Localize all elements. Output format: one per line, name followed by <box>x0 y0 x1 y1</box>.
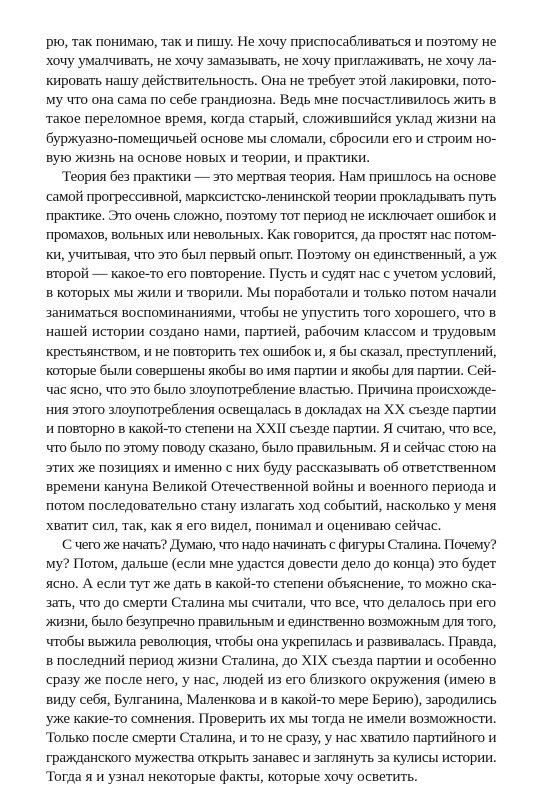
text-line: му? Потом, дальше (если мне удастся довести дело до конца) это будет <box>46 555 496 573</box>
text-line: ния этого злоупотребления освещалась в докладах на XX съезде партии <box>46 400 497 418</box>
paragraph-3 <box>46 535 496 786</box>
text-line: уже какие-то сомнения. Проверить их мы тогда не имели возможности. <box>46 710 497 728</box>
text-line: час ясно, что это было злоупотребление властью. Причина происхожде- <box>46 381 496 399</box>
text-line: С чего же начать? Думаю, что надо начинать с фигуры Сталина. Почему? <box>62 535 497 553</box>
text-line: самой прогрессивной, марксистско-ленинской теории прокладывать путь <box>46 187 496 205</box>
text-line: Теория без практики — это мертвая теория. Нам пришлось на основе <box>62 168 496 186</box>
text-line: хочу умалчивать, не хочу замазывать, не хочу приглаживать, не хочу ла- <box>46 52 497 70</box>
text-line: в которых мы жили и творили. Мы поработали и только потом начали <box>46 284 497 302</box>
text-line: потом последовательно стану излагать ход событий, насколько у меня <box>46 497 497 515</box>
text-line: такое переломное время, когда старый, сложившийся уклад жизни на <box>46 110 496 128</box>
text-line: зать, что до смерти Сталина мы считали, что все, что делалось при его <box>46 593 497 611</box>
text-line: сразу же после него, у нас, людей из его близкого окружения (имею в <box>46 671 496 689</box>
text-line: нашей истории создано нами, партией, рабочим классом и трудовым <box>46 323 496 341</box>
text-line: времени кануна Великой Отечественной войны и военного периода и <box>46 477 497 495</box>
text-line: чтобы выжила революция, чтобы она укрепилась и развивалась. Правда, <box>46 632 497 650</box>
text-line: виду себя, Булганина, Маленкова и в какой-то мере Берию), зародились <box>46 690 497 708</box>
text-line: что было по этому поводу сказано, было правильным. Я и сейчас стою на <box>46 439 496 457</box>
text-line: этих же позициях и именно с них буду рассказывать об ответственном <box>46 458 496 476</box>
text-line: ки, учитывая, что это был первый опыт. Поэтому он единственный, а уж <box>46 245 497 263</box>
text-line: промахов, вольных или невольных. Как говорится, да простят нас потом- <box>46 226 497 244</box>
text-line: жизни, было безупречно правильным и единственно возможным для того, <box>46 613 496 631</box>
text-line: му что она сама по себе грандиозна. Ведь мне посчастливилось жить в <box>46 91 496 109</box>
text-line: заниматься воспоминаниями, чтобы не упустить того хорошего, что в <box>46 303 496 321</box>
text-line: второй — какое-то его повторение. Пусть и судят нас с учетом условий, <box>46 265 497 283</box>
text-line: и повторно в какой-то степени на XXII съезде партии. Я считаю, что все, <box>46 419 497 437</box>
text-line: крестьянством, и не повторить тех ошибок и, я бы сказал, преступлений, <box>46 342 497 360</box>
text-line: гражданского мужества открыть занавес и заглянуть за кулисы истории. <box>46 748 497 766</box>
text-line: которые были совершены якобы во имя партии и якобы для партии. Сей- <box>46 361 496 379</box>
text-line: кировать нашу действительность. Она не требует этой лакировки, пото- <box>46 71 497 89</box>
text-line: ясно. А если тут же дать в какой-то степени объяснение, то можно ска- <box>46 574 497 592</box>
paragraph-1 <box>46 32 496 167</box>
text-line: в последний период жизни Сталина, до XIX съезда партии и особенно <box>46 652 497 669</box>
body-text <box>46 32 496 786</box>
text-line: хватит сил, так, как я его видел, понимал и оцениваю сейчас. <box>46 516 442 534</box>
text-line: рю, так понимаю, так и пишу. Не хочу приспосабливаться и поэтому не <box>46 33 497 50</box>
text-line: Только после смерти Сталина, и то не сразу, у нас хватило партийного и <box>46 729 497 747</box>
text-line: вую жизнь на основе новых и теории, и практики. <box>46 149 371 167</box>
text-line: буржуазно-помещичьей основе мы сломали, сбросили его и строим но- <box>46 129 497 147</box>
text-line: практике. Это очень сложно, поэтому тот период не исключает ошибок и <box>46 207 496 225</box>
paragraph-2 <box>46 167 496 535</box>
text-line: Тогда я и узнал некоторые факты, которые хочу осветить. <box>46 768 418 786</box>
